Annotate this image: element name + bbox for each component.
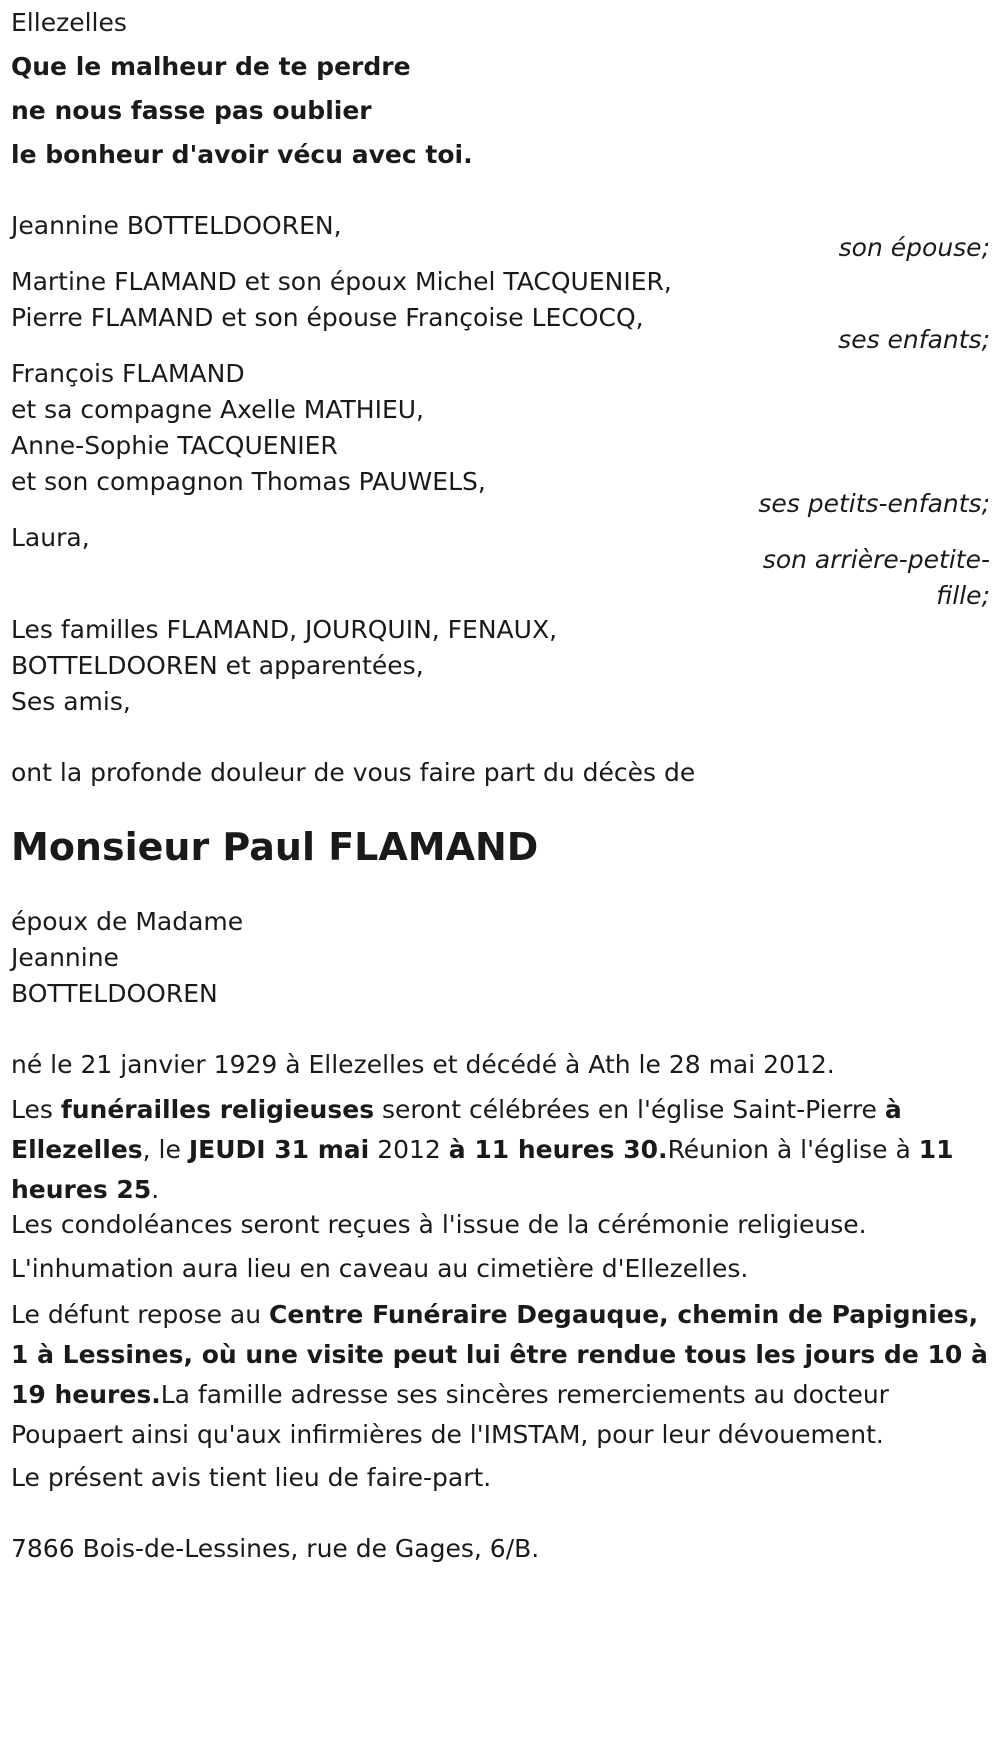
text: .: [151, 1175, 160, 1204]
poem-line: Que le malheur de te perdre: [11, 52, 411, 81]
children-role: ses enfants;: [838, 325, 990, 354]
text: Le défunt repose au: [11, 1300, 270, 1329]
text: Réunion à l'église à: [667, 1135, 919, 1164]
spouse-of-line: BOTTELDOOREN: [11, 979, 218, 1008]
text: 2012: [369, 1135, 449, 1164]
spouse-of-line: époux de Madame: [11, 907, 244, 936]
deceased-name: Monsieur Paul FLAMAND: [11, 825, 539, 869]
spouse-name: Jeannine BOTTELDOOREN,: [11, 211, 342, 240]
great-granddaughter-name: Laura,: [11, 523, 90, 552]
spouse-role: son épouse;: [838, 233, 990, 262]
text-bold: 11 heures 25: [11, 1135, 954, 1204]
text-bold: à Ellezelles: [11, 1095, 902, 1164]
text: La famille adresse ses sincères remerciements au docteur Poupaert ainsi qu'aux infirmières de l'IMSTAM, pour leur dévouement.: [11, 1380, 889, 1449]
announcement: ont la profonde douleur de vous faire part du décès de: [11, 758, 696, 787]
child-line: Martine FLAMAND et son époux Michel TACQUENIER,: [11, 267, 672, 296]
location-line: Ellezelles: [11, 8, 127, 37]
funeral-paragraph: [11, 1090, 996, 1210]
relatives-line: Les familles FLAMAND, JOURQUIN, FENAUX,: [11, 615, 558, 644]
poem-line: ne nous fasse pas oublier: [11, 96, 372, 125]
text-bold: Centre Funéraire Degauque, chemin de Papignies, 1 à Lessines, où une visite peut lui être rendue tous les jours de 10 à 19 heures.: [11, 1300, 988, 1409]
great-granddaughter-role: fille;: [936, 581, 990, 610]
relatives-line: BOTTELDOOREN et apparentées,: [11, 651, 424, 680]
grandchild-line: François FLAMAND: [11, 359, 245, 388]
grandchild-line: et sa compagne Axelle MATHIEU,: [11, 395, 424, 424]
grandchildren-role: ses petits-enfants;: [758, 489, 990, 518]
text: Les: [11, 1095, 61, 1124]
address: 7866 Bois-de-Lessines, rue de Gages, 6/B.: [11, 1534, 540, 1563]
rest-paragraph: [11, 1295, 996, 1455]
text: , le: [142, 1135, 189, 1164]
spouse-of-line: Jeannine: [11, 943, 119, 972]
poem-line: le bonheur d'avoir vécu avec toi.: [11, 140, 473, 169]
condolences: Les condoléances seront reçues à l'issue de la cérémonie religieuse.: [11, 1210, 867, 1239]
birth-death: né le 21 janvier 1929 à Ellezelles et décédé à Ath le 28 mai 2012.: [11, 1050, 835, 1079]
grandchild-line: Anne-Sophie TACQUENIER: [11, 431, 338, 460]
text-bold: JEUDI 31 mai: [188, 1135, 370, 1164]
text-bold: à 11 heures 30.: [448, 1135, 668, 1164]
grandchild-line: et son compagnon Thomas PAUWELS,: [11, 467, 486, 496]
great-granddaughter-role: son arrière-petite-: [762, 545, 990, 574]
child-line: Pierre FLAMAND et son épouse Françoise LECOCQ,: [11, 303, 644, 332]
text-bold: funérailles religieuses: [60, 1095, 375, 1124]
text: seront célébrées en l'église Saint-Pierre: [374, 1095, 885, 1124]
relatives-line: Ses amis,: [11, 687, 131, 716]
burial: L'inhumation aura lieu en caveau au cimetière d'Ellezelles.: [11, 1254, 749, 1283]
notice: Le présent avis tient lieu de faire-part.: [11, 1463, 492, 1492]
